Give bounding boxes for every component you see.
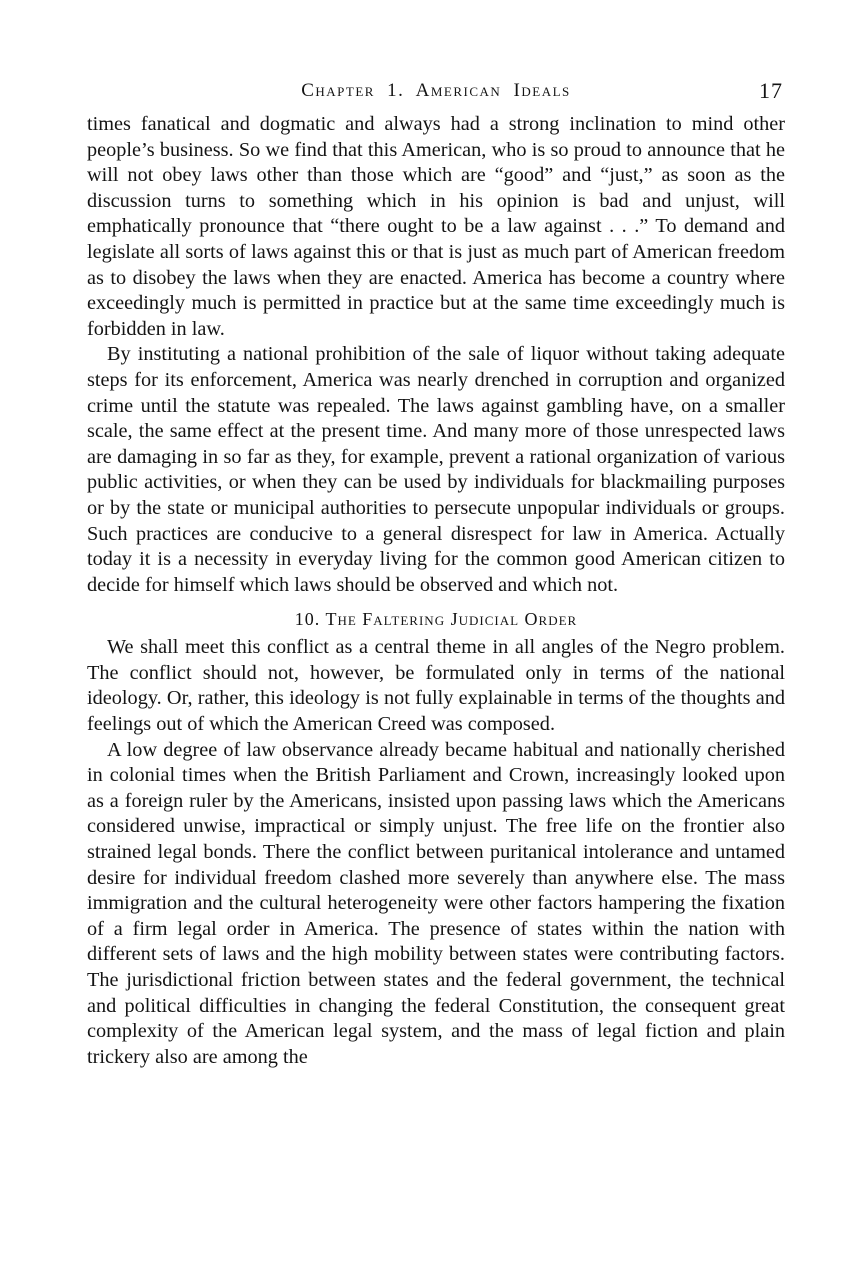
body-text xyxy=(87,112,785,1070)
section-heading: 10. The Faltering Judicial Order xyxy=(294,609,578,630)
paragraph-continued: times fanatical and dogmatic and always had a strong inclination to mind other people’s business. So we find that this American, who is so proud to announce that he will not obey laws other than those which are “good” and “just,” as soon as the discussion turns to something which in his opinion is bad and unjust, will emphatically pronounce that “there ought to be a law against . . .” To demand and legislate all sorts of laws against this or that is just as much part of American freedom as to disobey the laws when they are enacted. America has become a country where exceedingly much is permitted in practice but at the same time exceedingly much is forbidden in law. xyxy=(87,113,785,340)
paragraph-law-observance: A low degree of law observance already became habitual and nationally cherished in colonial times when the British Parliament and Crown, increasingly looked upon as a foreign ruler by the Americans, insisted upon passing laws which the Americans considered unwise, impractical or simply unjust. The free life on the frontier also strained legal bonds. There the conflict between puritanical intolerance and untamed desire for individual freedom clashed more severely than anywhere else. The mass immigration and the cultural heterogeneity were other factors hampering the fixation of a firm legal order in America. The presence of states within the nation with different sets of laws and the high mobility between states were contributing factors. The jurisdictional friction between states and the federal government, the technical and political difficulties in changing the federal Constitution, the consequent great complexity of the American legal system, and the mass of legal fiction and plain trickery also are among the xyxy=(87,738,785,1068)
page-number: 17 xyxy=(759,78,783,103)
book-page xyxy=(87,76,785,1070)
chapter-title: Chapter 1. American Ideals xyxy=(301,80,571,101)
paragraph-conflict: We shall meet this conflict as a central theme in all angles of the Negro problem. The conflict should not, however, be formulated only in terms of the national ideology. Or, rather, this ideology is not fully explainable in terms of the thoughts and feelings out of which the American Creed was composed. xyxy=(87,636,785,736)
running-header xyxy=(87,76,785,112)
paragraph-prohibition: By instituting a national prohibition of the sale of liquor without taking adequate steps for its enforcement, America was nearly drenched in corruption and organized crime until the statute was repealed. The laws against gambling have, on a smaller scale, the same effect at the present time. And many more of those unrespected laws are damaging in so far as they, for example, prevent a rational organization of various public activities, or when they can be used by individuals for blackmailing purposes or by the state or municipal authorities to persecute unpopular individuals or groups. Such practices are conducive to a general disrespect for law in America. Actually today it is a necessity in everyday living for the common good American citizen to decide for himself which laws should be observed and which not. xyxy=(87,343,785,596)
